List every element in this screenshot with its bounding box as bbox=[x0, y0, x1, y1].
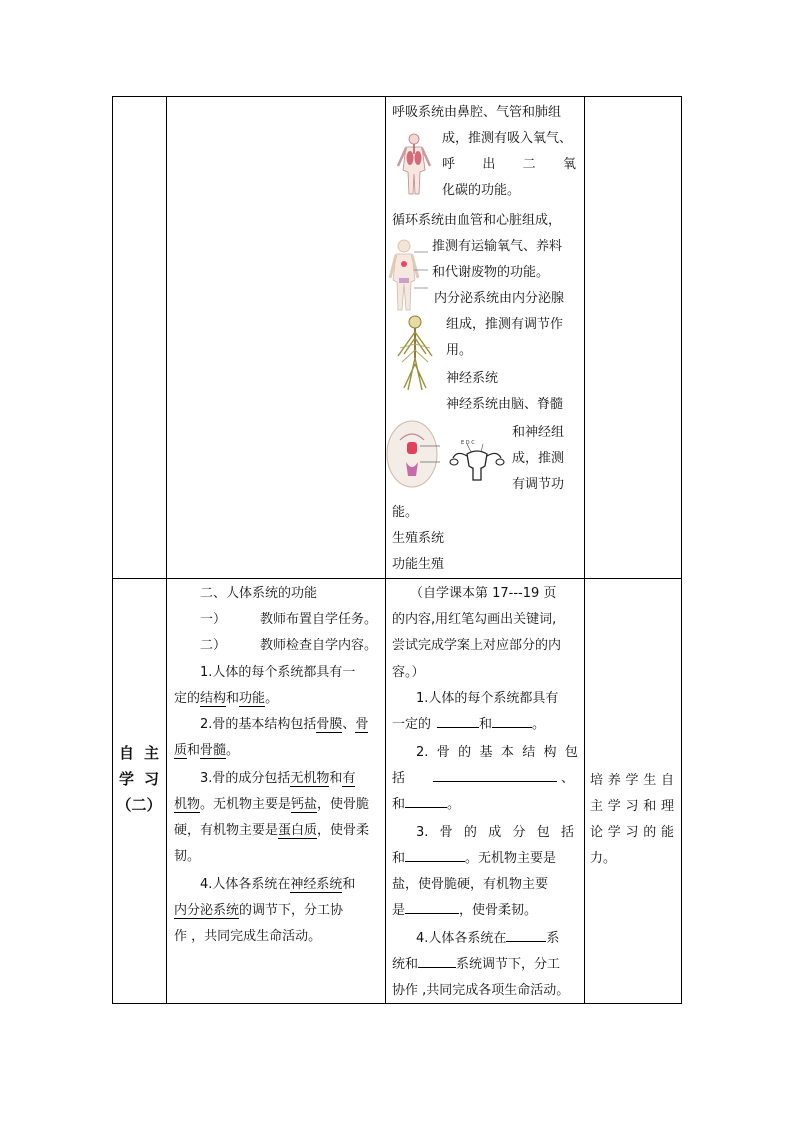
teacher-point-1-line1: 1.人体的每个系统都具有一 bbox=[200, 665, 356, 680]
blank-nervous[interactable] bbox=[506, 926, 546, 942]
student-q3-line4: 是 ，使骨柔韧。 bbox=[392, 898, 537, 924]
teacher-point-4-line2: 内分泌系统的调节下，分工协 bbox=[174, 903, 344, 918]
student-intro-4: 容。） bbox=[392, 665, 425, 680]
student-q4-line1: 4.人体各系统在 系 bbox=[416, 926, 559, 952]
reproductive-system-label: 生殖系统 bbox=[392, 531, 445, 546]
endocrine-text-2: 组成，推测有调节作 bbox=[446, 317, 564, 332]
teacher-step-1: 一） 教师布置自学任务。 bbox=[200, 612, 378, 627]
blank-bone-composition[interactable] bbox=[405, 846, 465, 862]
nervous-system-label: 神经系统 bbox=[446, 371, 499, 386]
student-q2-line2: 括 、 bbox=[392, 766, 574, 792]
respiratory-system-figure bbox=[392, 132, 436, 196]
endocrine-text-3: 用。 bbox=[446, 343, 473, 358]
svg-text:E D C: E D C bbox=[461, 440, 475, 446]
respiratory-text-2: 成，推测有吸入氧气、 bbox=[442, 131, 573, 146]
reproductive-function: 功能生殖 bbox=[392, 557, 445, 572]
table-border-top bbox=[112, 96, 682, 97]
teacher-point-4-line3: 作 ，共同完成生命活动。 bbox=[174, 929, 322, 944]
blank-function[interactable] bbox=[492, 712, 532, 728]
blank-bone-structure-2[interactable] bbox=[405, 792, 447, 808]
nervous-text-4: 有调节功 bbox=[512, 477, 565, 492]
circulatory-text-1: 循环系统由血管和心脏组成， bbox=[392, 213, 562, 228]
teacher-point-4-line1: 4.人体各系统在神经系统和 bbox=[200, 877, 356, 892]
table-border-left bbox=[112, 96, 113, 1004]
nervous-text-2: 和神经组 bbox=[512, 425, 565, 440]
student-q2-line1: 2. 骨 的 基 本 结 构 包 bbox=[416, 745, 578, 760]
column-divider-3 bbox=[584, 96, 585, 1004]
circulatory-text-2: 推测有运输氧气、养料 bbox=[432, 239, 563, 254]
circulatory-system-figure bbox=[388, 238, 430, 312]
blank-bone-structure-1[interactable] bbox=[433, 766, 557, 782]
student-q3-line1: 3. 骨 的 成 分 包 括 bbox=[416, 825, 574, 840]
blank-endocrine[interactable] bbox=[418, 952, 456, 968]
nervous-text-5: 能。 bbox=[392, 505, 419, 520]
respiratory-text-4: 化碳的功能。 bbox=[442, 183, 521, 198]
teacher-step-2: 二） 教师检查自学内容。 bbox=[200, 638, 378, 653]
brain-spinal-figure bbox=[386, 418, 442, 490]
circulatory-text-3: 和代谢废物的功能。 bbox=[432, 265, 550, 280]
purpose-line1: 培 养 学 生 自 bbox=[590, 773, 674, 788]
purpose-line3: 论 学 习 的 能 bbox=[590, 825, 674, 840]
column-divider-2 bbox=[385, 96, 386, 1004]
student-q4-line3: 协作 ,共同完成各项生命活动。 bbox=[392, 983, 570, 998]
nervous-system-figure bbox=[390, 314, 440, 392]
respiratory-text-3: 呼 出 二 氧 bbox=[442, 157, 576, 172]
reproductive-system-figure bbox=[445, 438, 509, 484]
student-q4-line2: 统和 系统调节下，分工 bbox=[392, 952, 560, 978]
row-divider bbox=[112, 578, 682, 579]
student-q1-line2: 一定的 和 。 bbox=[392, 712, 545, 738]
purpose-line4: 力。 bbox=[590, 851, 617, 866]
teacher-point-2-line2: 质和骨髓。 bbox=[174, 743, 240, 758]
student-intro-3: 尝试完成学案上对应部分的内 bbox=[392, 638, 562, 653]
teacher-point-1-line2: 定的结构和功能。 bbox=[174, 691, 279, 706]
teacher-point-3-line3: 硬，有机物主要是蛋白质，使骨柔 bbox=[174, 823, 370, 838]
table-border-right bbox=[681, 96, 682, 1004]
teacher-point-3-line4: 韧。 bbox=[174, 849, 201, 864]
teacher-point-3-line2: 机物。无机物主要是钙盐，使骨脆 bbox=[174, 797, 370, 812]
blank-organic-matter[interactable] bbox=[405, 898, 459, 914]
student-intro-1: （自学课本第 17---19 页 bbox=[410, 586, 557, 601]
lesson-plan-table bbox=[112, 96, 682, 1004]
teacher-point-2-line1: 2.骨的基本结构包括骨膜、骨 bbox=[200, 717, 369, 732]
nervous-text-1: 神经系统由脑、脊髓 bbox=[446, 397, 564, 412]
student-q3-line3: 盐，使骨脆硬，有机物主要 bbox=[392, 877, 549, 892]
student-intro-2: 的内容,用红笔勾画出关键词, bbox=[392, 612, 557, 627]
section-header: 自 主 学 习 （二） bbox=[116, 744, 162, 814]
blank-structure[interactable] bbox=[437, 712, 479, 728]
respiratory-text-1: 呼吸系统由鼻腔、气管和肺组 bbox=[392, 105, 562, 120]
teacher-section-title: 二、人体系统的功能 bbox=[200, 586, 318, 601]
purpose-line2: 主 学 习 和 理 bbox=[590, 799, 674, 814]
column-divider-1 bbox=[166, 96, 167, 1004]
student-q3-line2: 和 。无机物主要是 bbox=[392, 846, 556, 872]
student-q2-line3: 和 。 bbox=[392, 792, 460, 818]
endocrine-text-1: 内分泌系统由内分泌腺 bbox=[434, 291, 565, 306]
nervous-text-3: 成，推测 bbox=[512, 451, 565, 466]
teacher-point-3-line1: 3.骨的成分包括无机物和有 bbox=[200, 771, 356, 786]
student-q1-line1: 1.人体的每个系统都具有 bbox=[416, 691, 559, 706]
